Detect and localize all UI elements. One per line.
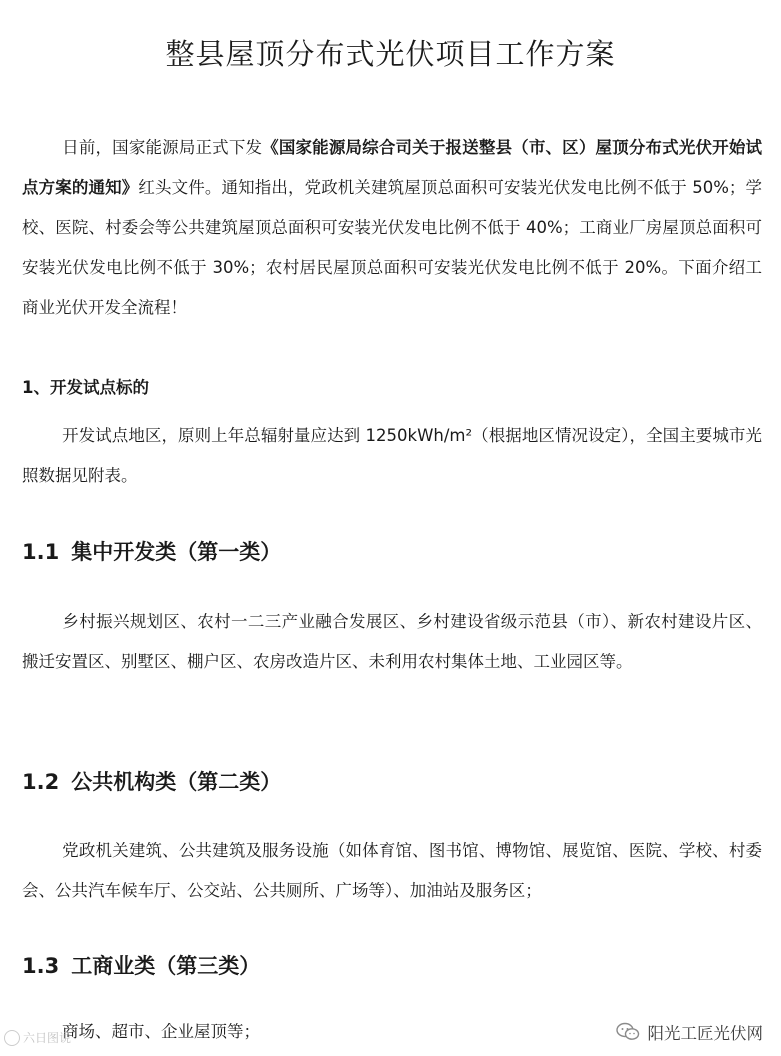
section-1-body [22, 416, 762, 496]
section-1-3-text: 商场、超市、企业屋顶等； [62, 1022, 260, 1041]
section-1-text: 开发试点地区，原则上年总辐射量应达到 1250kWh/m²（根据地区情况设定），全国主要城市光照数据见附表。 [22, 426, 762, 485]
document-title: 整县屋顶分布式光伏项目工作方案 [165, 37, 616, 71]
intro-notice-title: 《国家能源局综合司关于报送整县（市、区）屋顶分布式光伏开始试点方案的通知》 [22, 138, 763, 197]
section-1-2-heading [22, 767, 281, 797]
watermark-left [4, 1029, 71, 1046]
section-1-2-number: 1.2 [22, 770, 60, 794]
section-1-1-title: 集中开发类（第一类） [71, 540, 282, 564]
intro-prefix: 日前，国家能源局正式下发 [62, 138, 263, 157]
intro-suffix: 红头文件。通知指出，党政机关建筑屋顶总面积可安装光伏发电比例不低于 50%；学校、医院、村委会等公共建筑屋顶总面积可安装光伏发电比例不低于 40%；工商业厂房屋顶总面积可安装光伏发电比例不低于 30%；农村居民屋顶总面积可安装光伏发电比例不低于 20%。下面介绍工商业光伏开发全流程！ [22, 178, 763, 317]
section-1-1-number: 1.1 [22, 540, 60, 564]
section-1-2-title: 公共机构类（第二类） [71, 770, 282, 794]
watermark-left-text: 六日图说 [23, 1031, 72, 1045]
section-1-3-title: 工商业类（第三类） [71, 954, 261, 978]
section-1-3-heading [22, 951, 260, 981]
section-1-1-text: 乡村振兴规划区、农村一二三产业融合发展区、乡村建设省级示范县（市）、新农村建设片区、搬迁安置区、别墅区、棚户区、农房改造片区、未利用农村集体土地、工业园区等。 [22, 612, 762, 671]
wechat-icon [616, 1022, 640, 1042]
section-1-1-body [22, 602, 762, 682]
wechat-account-name: 阳光工匠光伏网 [647, 1024, 763, 1043]
wechat-account-watermark [616, 1020, 764, 1044]
section-1-3-number: 1.3 [22, 954, 60, 978]
section-1-2-text: 党政机关建筑、公共建筑及服务设施（如体育馆、图书馆、博物馆、展览馆、医院、学校、村委会、公共汽车候车厅、公交站、公共厕所、广场等）、加油站及服务区； [22, 841, 762, 900]
section-1-2-body [22, 831, 762, 911]
intro-paragraph [22, 128, 762, 328]
section-1-heading: 1、开发试点标的 [22, 378, 149, 397]
watermark-logo-icon [4, 1030, 20, 1046]
section-1-1-heading [22, 537, 281, 567]
